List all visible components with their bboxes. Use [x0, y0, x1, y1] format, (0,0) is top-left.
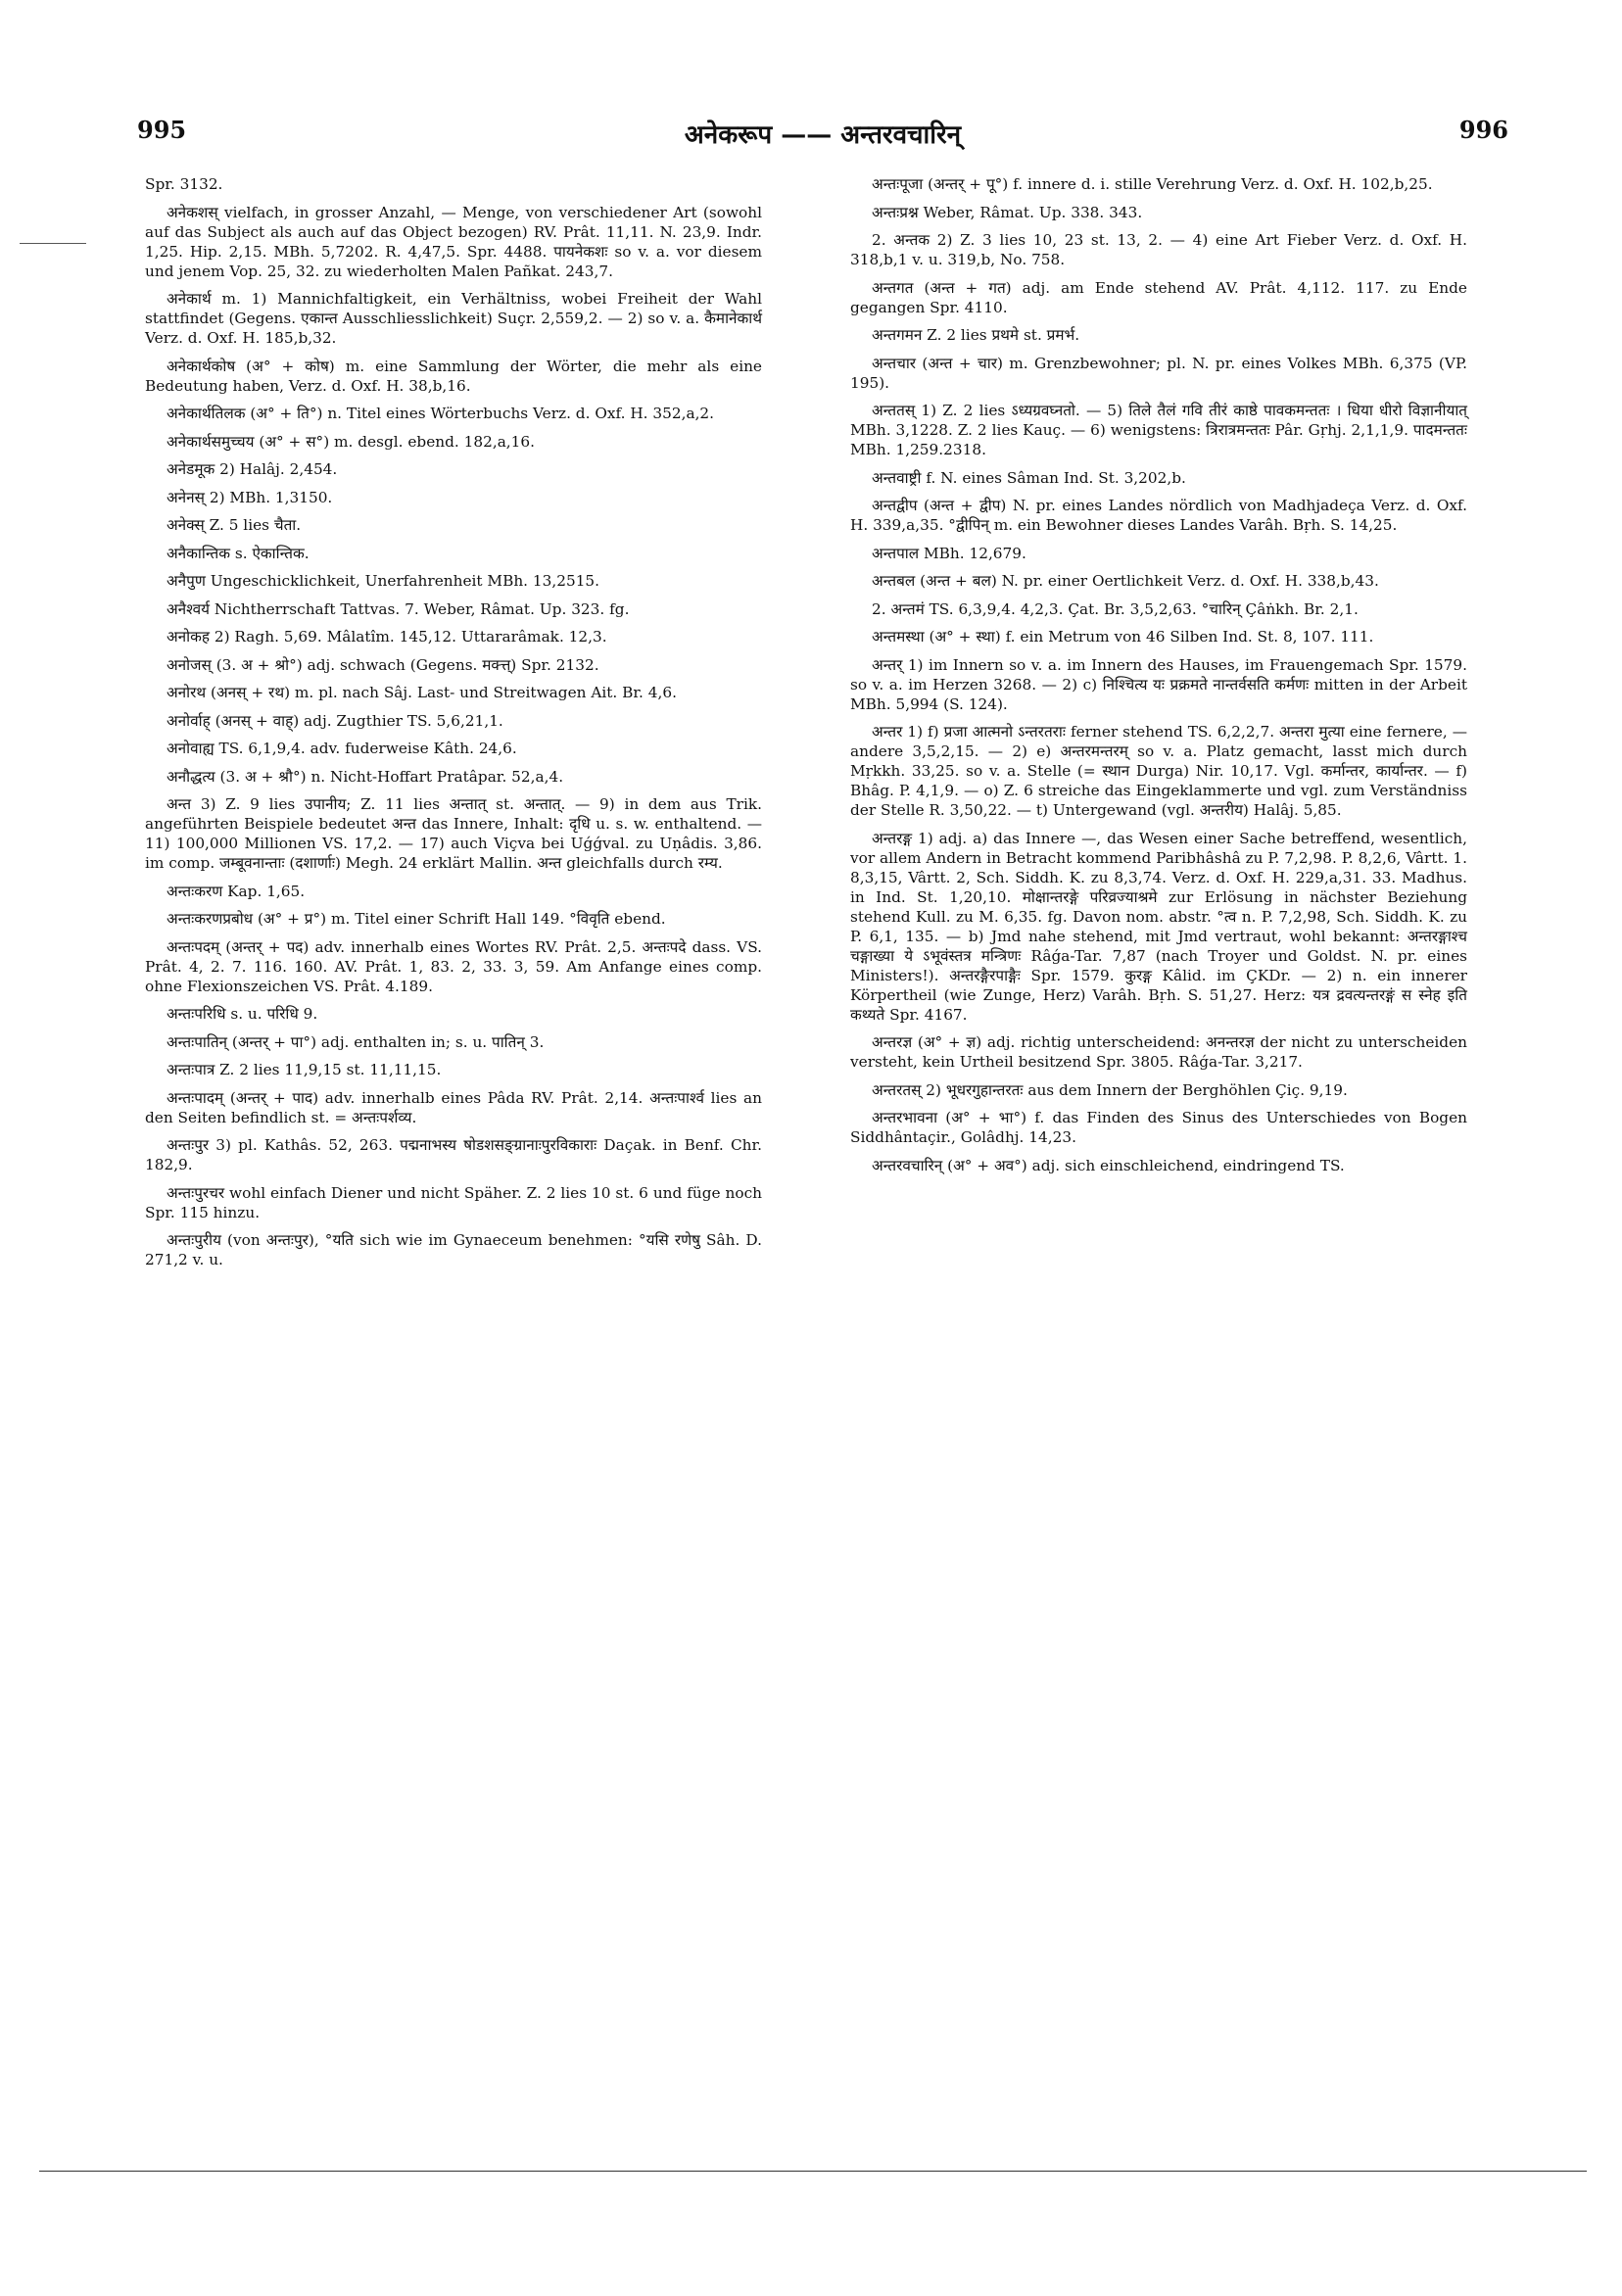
entry: अन्तःप्रश्न Weber, Râmat. Up. 338. 343. [872, 203, 1143, 221]
page-number-left: 995 [137, 116, 187, 144]
entry: अन्तःपादम् (अन्तर् + पाद) adv. innerhalb eines Pâda RV. Prât. 2,14. अन्तःपार्श्व lies an den Seiten befindlich st. = अन्तःपर्शव्य. [145, 1088, 762, 1126]
margin-mark [20, 243, 86, 244]
entry: अनेकार्थतिलक (अ° + ति°) n. Titel eines Wörterbuchs Verz. d. Oxf. H. 352,a,2. [167, 405, 715, 422]
entry: अन्तःकरण Kap. 1,65. [167, 882, 306, 900]
right-column [850, 174, 1467, 1183]
entry: अनैकान्तिक s. ऐकान्तिक. [167, 544, 310, 562]
entry: अनेकार्थकोष (अ° + कोष) m. eine Sammlung der Wörter, die mehr als eine Bedeutung haben, Verz. d. Oxf. H. 38,b,16. [145, 357, 762, 395]
entry: अन्तःपदम् (अन्तर् + पद) adv. innerhalb eines Wortes RV. Prât. 2,5. अन्तःपदे dass. VS. Prât. 4, 2. 7. 116. 160. AV. Prât. 1, 83. 2, 33. 3, 59. Am Anfange eines comp. ohne Flexionszeichen VS. Prât. 4.189. [145, 937, 762, 995]
entry: अनोर्वाह् (अनस् + वाह्) adj. Zugthier TS. 5,6,21,1. [167, 711, 503, 730]
entry: अन्तपाल MBh. 12,679. [872, 544, 1026, 562]
entry: अनोवाह्य TS. 6,1,9,4. adv. fuderweise Kâth. 24,6. [167, 740, 517, 757]
entry: अन्तमस्था (अ° + स्था) f. ein Metrum von 46 Silben Ind. St. 8, 107. 111. [872, 628, 1374, 646]
entry: अन्ततस् 1) Z. 2 lies ऽध्यग्रवघ्नतो. — 5) तिले तैलं गवि तीरं काष्ठे पावकमन्ततः । धिया धीरो विज्ञानीयात् MBh. 3,1228. Z. 2 lies Kauç. — 6) wenigstens: त्रिरात्रमन्ततः Pâr. Gṛhj. 2,1,1,9. पादमन्ततः MBh. 1,259.2318. [850, 402, 1467, 458]
entry: अन्तःपुरचर wohl einfach Diener und nicht Späher. Z. 2 lies 10 st. 6 und füge noch Spr. 115 hinzu. [145, 1183, 762, 1221]
entry: अन्तरभावना (अ° + भा°) f. das Finden des Sinus des Unterschiedes von Bogen Siddhântaçir., Golâdhj. 14,23. [850, 1109, 1467, 1146]
entry: अनेनस् 2) MBh. 1,3150. [167, 488, 333, 506]
page-number-right: 996 [1458, 116, 1508, 144]
entry: अन्तवाष्ट्री f. N. eines Sâman Ind. St. 3,202,b. [872, 468, 1186, 487]
entry: अनौद्धत्य (3. अ + श्रौ°) n. Nicht-Hoffart Pratâpar. 52,a,4. [167, 767, 564, 786]
entry: अन्तःकरणप्रबोध (अ° + प्र°) m. Titel einer Schrift Hall 149. °विवृति ebend. [167, 910, 666, 928]
entry: 2. अन्तक 2) Z. 3 lies 10, 23 st. 13, 2. — 4) eine Art Fieber Verz. d. Oxf. H. 318,b,1 v. u. 319,b, No. 758. [850, 231, 1467, 268]
entry: अनोकह 2) Ragh. 5,69. Mâlatîm. 145,12. Uttararâmak. 12,3. [167, 628, 607, 646]
entry: अनेडमूक 2) Halâj. 2,454. [167, 460, 338, 478]
entry: अन्तःपातिन् (अन्तर् + पा°) adj. enthalten in; s. u. पातिन् 3. [167, 1032, 545, 1051]
entry: अन्तरज्ञ (अ° + ज्ञ) adj. richtig unterscheidend: अनन्तरज्ञ der nicht zu unterscheiden versteht, kein Urtheil besitzend Spr. 3805. Râǵa-Tar. 3,217. [850, 1033, 1467, 1071]
entry: अन्तचार (अन्त + चार) m. Grenzbewohner; pl. N. pr. eines Volkes MBh. 6,375 (VP. 195). [850, 354, 1467, 392]
entry: अन्तःपरिधि s. u. परिधि 9. [167, 1005, 318, 1023]
entry: अन्तरङ्ग 1) adj. a) das Innere —, das Wesen einer Sache betreffend, wesentlich, vor allem Andern in Betracht kommend Paribhâshâ zu P. 7,2,98. P. 8,2,6, Vârtt. 1. 8,3,15, Vârtt. 2, Sch. Siddh. K. zu 8,3,74. Verz. d. Oxf. H. 229,a,31. 33. Madhus. in Ind. St. 1,20,10. मोक्षान्तरङ्गे परिव्रज्याश्रमे zur Erlösung in nächster Beziehung stehend Kull. zu M. 6,35. fg. Davon nom. abstr. °त्व n. P. 7,2,98, Sch. Siddh. K. zu P. 6,1, 135. — b) Jmd nahe stehend, mit Jmd vertraut, wohl bekannt: अन्तरङ्गाश्च चङ्गाख्या ये ऽभूवंस्तत्र मन्त्रिणः Râǵa-Tar. 7,87 (nach Troyer und Goldst. N. pr. eines Ministers!). अन्तरङ्गैरपाङ्गैः Spr. 1579. कुरङ्ग Kâlid. im ÇKDr. — 2) n. ein innerer Körpertheil (wie Zunge, Herz) Varâh. Bṛh. S. 51,27. Herz: यत्र द्रवत्यन्तरङ्गं स स्नेह इति कथ्यते Spr. 4167. [850, 829, 1467, 1024]
running-title: अनेकरूप —— अन्तरवचारिन् [684, 120, 962, 150]
entry: अनोजस् (3. अ + श्रो°) adj. schwach (Gegens. मक्त्त्) Spr. 2132. [167, 655, 599, 674]
entry: अन्तःपुरीय (von अन्तःपुर), °यति sich wie im Gynaeceum benehmen: °यसि रणेषु Sâh. D. 271,2 v. u. [145, 1231, 762, 1268]
entry: अनैश्वर्य Nichtherrschaft Tattvas. 7. Weber, Râmat. Up. 323. fg. [167, 599, 630, 618]
entry: अन्तर 1) f) प्रजा आत्मनो ऽन्तरतराः ferner stehend TS. 6,2,2,7. अन्तरा मुत्या eine fernere, — andere 3,5,2,15. — 2) e) अन्तरमन्तरम् so v. a. Platz gemacht, lasst mich durch Mṛkkh. 33,25. so v. a. Stelle (= स्थान Durga) Nir. 10,17. Vgl. कर्मान्तर, कार्यान्तर. — f) Bhâg. P. 4,1,9. — o) Z. 6 streiche das Eingeklammerte und vgl. zum Verständniss der Stelle R. 3,50,22. — t) Untergewand (vgl. अन्तरीय) Halâj. 5,85. [850, 723, 1467, 819]
entry: अन्तःपुर 3) pl. Kathâs. 52, 263. पद्मनाभस्य षोडशसङ्ग्रानाःपुरविकाराः Daçak. in Benf. Chr. 182,9. [145, 1136, 762, 1173]
entry: अनोरथ (अनस् + रथ) m. pl. nach Sâj. Last- und Streitwagen Ait. Br. 4,6. [167, 684, 677, 701]
entry: अनैपुण Ungeschicklichkeit, Unerfahrenheit MBh. 13,2515. [167, 572, 600, 590]
page-header [137, 116, 1508, 155]
entry: अनेकशस् vielfach, in grosser Anzahl, — Menge, von verschiedener Art (sowohl auf das Subject als auch auf das Object bezogen) RV. Prât. 11,11. N. 23,9. Indr. 1,25. Hip. 2,15. MBh. 5,7202. R. 4,47,5. Spr. 4488. पायनेकशः so v. a. vor diesem und jenem Vop. 25, 32. zu wiederholten Malen Pañkat. 243,7. [145, 203, 762, 280]
left-column [145, 174, 762, 1278]
entry: अनेकार्थ m. 1) Mannichfaltigkeit, ein Verhältniss, wobei Freiheit der Wahl stattfindet (Gegens. एकान्त Ausschliesslichkeit) Suçr. 2,559,2. — 2) so v. a. कैमानेकार्थ Verz. d. Oxf. H. 185,b,32. [145, 290, 762, 347]
entry: अनेक्स् Z. 5 lies चैता. [167, 516, 302, 534]
entry: अन्तगत (अन्त + गत) adj. am Ende stehend AV. Prât. 4,112. 117. zu Ende gegangen Spr. 4110. [850, 278, 1467, 316]
entry: अन्तःपात्र Z. 2 lies 11,9,15 st. 11,11,15. [167, 1061, 442, 1078]
entry: अन्तबल (अन्त + बल) N. pr. einer Oertlichkeit Verz. d. Oxf. H. 338,b,43. [872, 572, 1379, 590]
entry: अन्तद्वीप (अन्त + द्वीप) N. pr. eines Landes nördlich von Madhjadeça Verz. d. Oxf. H. 339,a,35. °द्वीपिन् m. ein Bewohner dieses Landes Varâh. Bṛh. S. 14,25. [850, 497, 1467, 534]
entry: 2. अन्तमं TS. 6,3,9,4. 4,2,3. Çat. Br. 3,5,2,63. °चारिन् Çâṅkh. Br. 2,1. [872, 599, 1359, 618]
entry: Spr. 3132. [145, 175, 223, 193]
entry: अन्तगमन Z. 2 lies प्रथमे st. प्रमर्भ. [872, 326, 1080, 344]
footer-rule [39, 2171, 1587, 2172]
entry: अन्तरवचारिन् (अ° + अव°) adj. sich einschleichend, eindringend TS. [872, 1156, 1345, 1174]
entry: अन्तःपूजा (अन्तर् + पू°) f. innere d. i. stille Verehrung Verz. d. Oxf. H. 102,b,25. [872, 175, 1433, 193]
entry: अन्तर् 1) im Innern so v. a. im Innern des Hauses, im Frauengemach Spr. 1579. so v. a. im Herzen 3268. — 2) c) निश्चित्य यः प्रक्रमते नान्तर्वसति कर्मणः mitten in der Arbeit MBh. 5,994 (S. 124). [850, 655, 1467, 713]
entry: अनेकार्थसमुच्चय (अ° + स°) m. desgl. ebend. 182,a,16. [167, 432, 535, 451]
entry: अन्तरतस् 2) भूधरगुहान्तरतः aus dem Innern der Berghöhlen Çiç. 9,19. [872, 1080, 1348, 1099]
entry: अन्त 3) Z. 9 lies उपानीय; Z. 11 lies अन्तात् st. अन्तात्. — 9) in dem aus Trik. angeführten Beispiele bedeutet अन्त das Innere, Inhalt: दृधि u. s. w. enthaltend. — 11) 100,000 Millionen VS. 17,2. — 17) auch Viçva bei Uǵǵval. zu Uṇâdis. 3,86. im comp. जम्बूवनान्ताः (दशार्णाः) Megh. 24 erklärt Mallin. अन्त gleichfalls durch रम्य. [145, 795, 762, 872]
